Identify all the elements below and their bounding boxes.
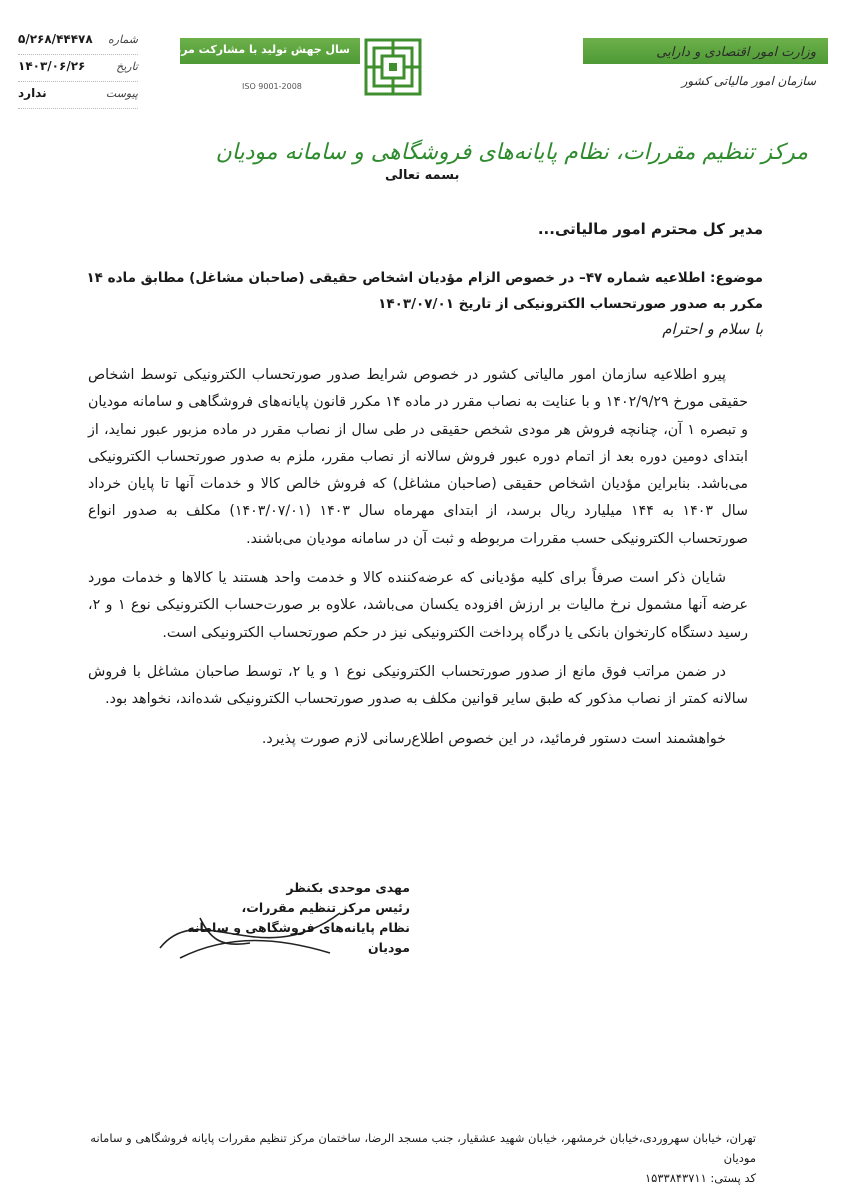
slogan-text: سال جهش تولید با مشارکت مردم xyxy=(167,43,350,56)
body-paragraph-2: شایان ذکر است صرفاً برای کلیه مؤدیانی که عرضه‌کننده کالا و خدمت واحد هستند یا کالاها و خدمات مورد عرضه آنها مشمول نرخ مالیات بر ارزش افزوده یکسان می‌باشد، علاوه بر صورت‌حساب الکترونیکی نوع ۱ و ۲، رسید دستگاه کارتخوان بانکی یا درگاه پرداخت الکترونیکی نیز در حکم صورتحساب الکترونیکی است. xyxy=(88,570,748,641)
ministry-name: وزارت امور اقتصادی و دارایی xyxy=(656,45,816,60)
center-title: مرکز تنظیم مقررات، نظام پایانه‌های فروشگاهی و سامانه مودیان xyxy=(215,140,808,165)
footer-postal-code: کد پستی: ۱۵۳۳۸۴۳۷۱۱ xyxy=(645,1171,756,1185)
letter-date-label: تاریخ xyxy=(116,60,138,73)
letter-number-row xyxy=(18,32,138,55)
greeting: با سلام و احترام xyxy=(662,320,763,338)
slogan-band xyxy=(167,38,360,64)
letter-attachment-value: ندارد xyxy=(18,86,47,100)
subject-line: موضوع: اطلاعیه شماره ۴۷– در خصوص الزام مؤدیان اشخاص حقیقی (صاحبان مشاغل) مطابق ماده ۱۴ مکرر به صدور صورتحساب الکترونیکی از تاریخ ۱۴۰۳/۰۷/۰۱ xyxy=(86,270,763,312)
body-paragraph-3: در ضمن مراتب فوق مانع از صدور صورتحساب الکترونیکی نوع ۱ و یا ۲، توسط صاحبان مشاغل با فروش سالانه کمتر از نصاب مذکور که طبق سایر قوانین مکلف به صدور صورتحساب الکترونیکی شده‌اند، نخواهد بود. xyxy=(88,663,748,708)
bismillah: بسمه تعالی xyxy=(385,168,460,183)
letter-date-row xyxy=(18,59,138,82)
iso-label: ISO 9001-2008 xyxy=(242,82,302,91)
letter-body xyxy=(88,362,748,765)
letter-date-value: ۱۴۰۳/۰۶/۲۶ xyxy=(18,59,86,73)
footer-address xyxy=(56,1128,756,1188)
letter-meta xyxy=(18,32,138,113)
letter-number-value: ۵/۲۶۸/۴۴۴۷۸ xyxy=(18,32,93,46)
body-paragraph-1: پیرو اطلاعیه سازمان امور مالیاتی کشور در خصوص شرایط صدور صورتحساب الکترونیکی توسط اشخاص حقیقی مورخ ۱۴۰۲/۹/۲۹ و با عنایت به نصاب مقرر در ماده ۱۴ مکرر قانون پایانه‌های فروشگاهی و سامانه مودیان و تبصره ۱ آن، چنانچه فروش هر مودی شخص حقیقی در طی سال از نصاب مقرر در ماده مزبور عبور نماید، از ابتدای دومین دوره بعد از اتمام دوره عبور فروش سالانه از نصاب مقرر، ملزم به صدور صورتحساب الکترونیکی می‌باشد. بنابراین مؤدیان اشخاص حقیقی (صاحبان مشاغل) که فروش خالص کالا و خدمات آنها تا پایان خرداد سال ۱۴۰۳ به ۱۴۴ میلیارد ریال برسد، از ابتدای مهرماه سال ۱۴۰۳ (۱۴۰۳/۰۷/۰۱) مکلف به صدور انواع صورتحساب الکترونیکی حسب مقررات مربوطه و ثبت آن در سامانه مودیان می‌باشند. xyxy=(88,367,749,547)
tax-organization-emblem-icon xyxy=(364,38,422,96)
letter-attachment-row xyxy=(18,86,138,109)
signatory-title-1: رئیس مرکز تنظیم مقررات، xyxy=(241,900,410,915)
letter-attachment-label: پیوست xyxy=(105,87,138,100)
signatory-title-2: نظام پایانه‌های فروشگاهی و سامانه مودیان xyxy=(187,920,410,955)
letter-number-label: شماره xyxy=(107,33,138,46)
organization-name: سازمان امور مالیاتی کشور xyxy=(681,74,816,88)
footer-address-line: تهران، خیابان سهروردی،خیابان خرمشهر، خیابان شهید عشقیار، جنب مسجد الرضا، ساختمان مرکز تنظیم مقررات پایانه فروشگاهی و سامانه مودیان xyxy=(90,1131,756,1165)
addressee: مدیر کل محترم امور مالیاتی... xyxy=(537,220,763,238)
signatory-name: مهدی موحدی بکنظر xyxy=(286,880,410,895)
signature-block xyxy=(150,878,410,958)
body-paragraph-4: خواهشمند است دستور فرمائید، در این خصوص اطلاع‌رسانی لازم صورت پذیرد. xyxy=(261,730,726,747)
